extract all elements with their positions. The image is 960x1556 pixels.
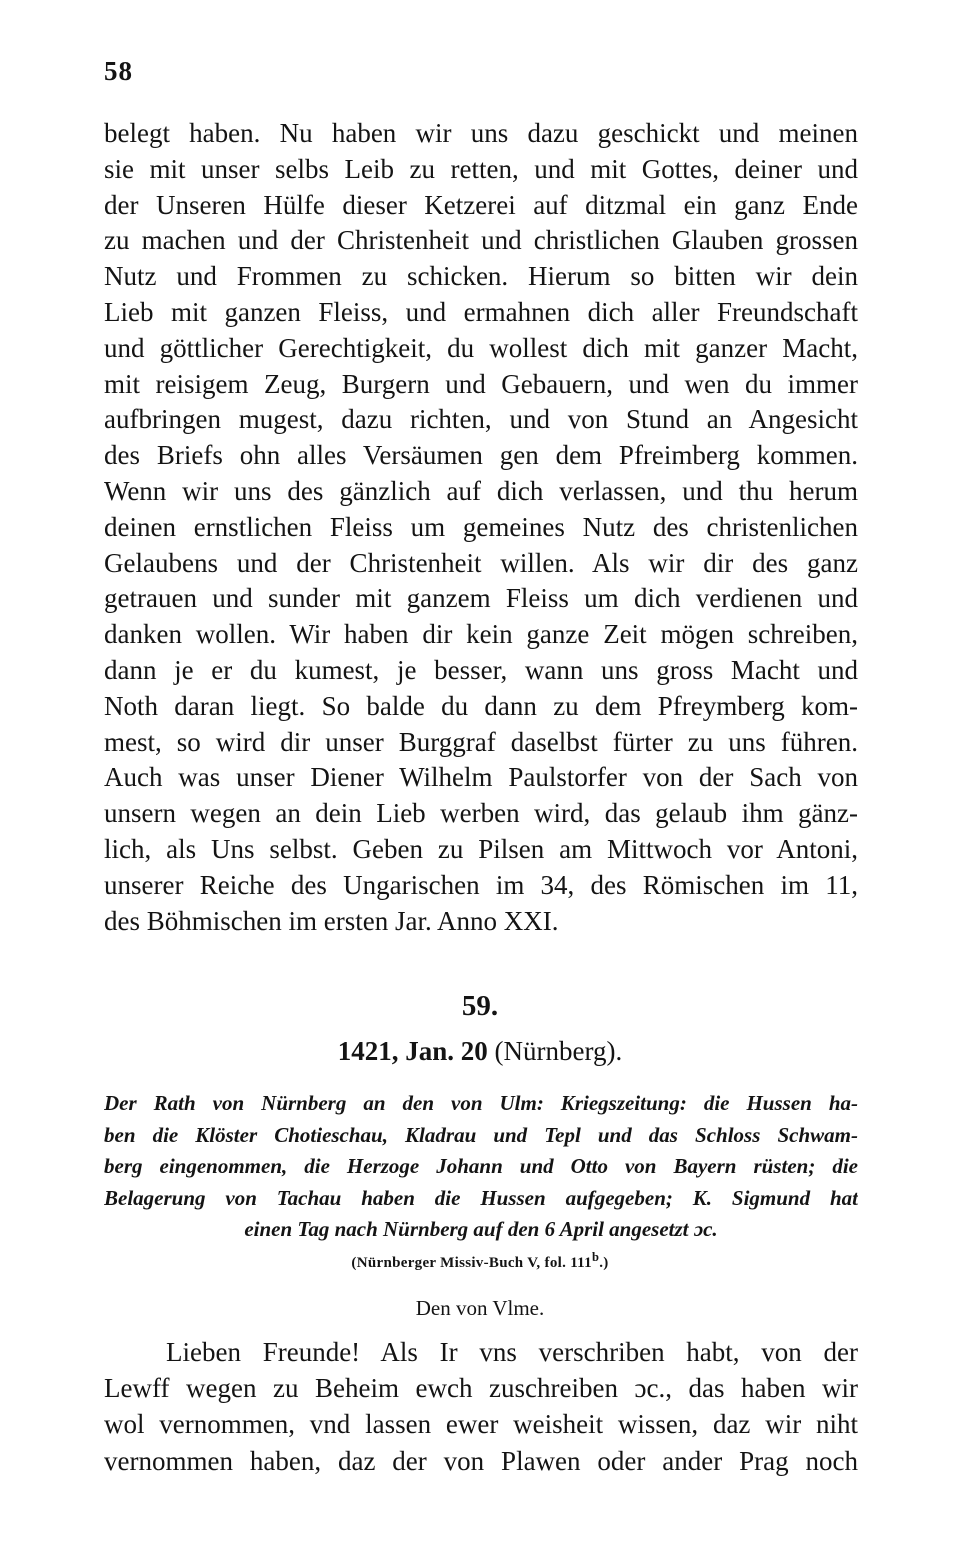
page-number: 58 bbox=[104, 56, 133, 86]
regest-summary bbox=[104, 1088, 858, 1246]
source-main: (Nürnberger Missiv-Buch V, fol. 111 bbox=[351, 1255, 592, 1271]
text-line: lich, als Uns selbst. Geben zu Pilsen am Mittwoch vor Antoni, bbox=[104, 833, 858, 864]
text-line: der Unseren Hülfe dieser Ketzerei auf ditzmal ein ganz Ende bbox=[104, 189, 858, 220]
text-line: aufbringen mugest, dazu richten, und von Stund an Angesicht bbox=[104, 404, 858, 435]
text-line: getrauen und sunder mit ganzem Fleiss um dich verdienen und bbox=[104, 583, 858, 614]
text-line: deinen ernstlichen Fleiss um gemeines Nutz des christenlichen bbox=[104, 511, 858, 542]
text-line: mit reisigem Zeug, Burgern und Gebauern, und wen du immer bbox=[104, 368, 858, 399]
source-end: .) bbox=[599, 1255, 609, 1271]
text-line: Lieben Freunde! Als Ir vns verschriben habt, von der bbox=[166, 1337, 858, 1367]
text-line: unserer Reiche des Ungarischen im 34, des Römischen im 11, bbox=[104, 869, 858, 900]
text-line: Auch was unser Diener Wilhelm Paulstorfer von der Sach von bbox=[104, 762, 858, 793]
text-line: vernommen haben, daz der von Plawen oder ander Prag noch bbox=[104, 1445, 858, 1476]
letter-58-text bbox=[104, 116, 858, 939]
text-line: sie mit unser selbs Leib zu retten, und mit Gottes, deiner und bbox=[104, 153, 858, 184]
source-citation bbox=[0, 1250, 960, 1272]
text-line: unsern wegen an dein Lieb werben wird, das gelaub ihm gänz- bbox=[104, 798, 858, 829]
addressee-line: Den von Vlme. bbox=[415, 1296, 545, 1320]
source-superscript: b bbox=[591, 1250, 600, 1264]
text-line: des Böhmischen im ersten Jar. Anno XXI. bbox=[104, 905, 559, 936]
text-line: wol vernommen, vnd lassen ewer weisheit wissen, daz wir niht bbox=[104, 1409, 858, 1440]
date-text: 1421, Jan. 20 bbox=[337, 1036, 488, 1066]
text-line: Nutz und Frommen zu schicken. Hierum so bitten wir dein bbox=[104, 261, 858, 292]
document-date bbox=[0, 1036, 960, 1067]
regest-line: Belagerung von Tachau haben die Hussen aufgegeben; K. Sigmund hat bbox=[104, 1185, 858, 1210]
document-number: 59. bbox=[461, 990, 499, 1022]
text-line: belegt haben. Nu haben wir uns dazu geschickt und meinen bbox=[104, 118, 858, 148]
text-line: Wenn wir uns des gänzlich auf dich verlassen, und thu herum bbox=[104, 475, 858, 506]
regest-line: Der Rath von Nürnberg an den von Ulm: Kriegszeitung: die Hussen ha- bbox=[104, 1091, 858, 1115]
regest-line: ben die Klöster Chotieschau, Kladrau und Tepl und das Schloss Schwam- bbox=[104, 1122, 858, 1147]
text-line: und göttlicher Gerechtigkeit, du wollest dich mit ganzer Macht, bbox=[104, 332, 858, 363]
text-line: des Briefs ohn alles Versäumen gen dem Pfreimberg kommen. bbox=[104, 440, 858, 471]
text-line: zu machen und der Christenheit und christlichen Glauben grossen bbox=[104, 225, 858, 256]
regest-line: einen Tag nach Nürnberg auf den 6 April angesetzt ɔc. bbox=[244, 1217, 718, 1241]
regest-line: berg eingenommen, die Herzoge Johann und Otto von Bayern rüsten; die bbox=[104, 1154, 858, 1178]
text-line: Noth daran liegt. So balde du dann zu dem Pfreymberg kom- bbox=[104, 690, 858, 721]
text-line: danken wollen. Wir haben dir kein ganze Zeit mögen schreiben, bbox=[104, 619, 858, 650]
text-line: Lieb mit ganzen Fleiss, und ermahnen dich aller Freundschaft bbox=[104, 296, 858, 327]
letter-59-text bbox=[104, 1334, 858, 1479]
place-text: (Nürnberg). bbox=[494, 1036, 623, 1066]
text-line: dann je er du kumest, je besser, wann uns gross Macht und bbox=[104, 654, 858, 685]
text-line: mest, so wird dir unser Burggraf daselbst fürter zu uns führen. bbox=[104, 726, 858, 757]
text-line: Gelaubens und der Christenheit willen. Als wir dir des ganz bbox=[104, 547, 858, 578]
text-line: Lewff wegen zu Beheim ewch zuschreiben ɔc., das haben wir bbox=[104, 1373, 858, 1404]
